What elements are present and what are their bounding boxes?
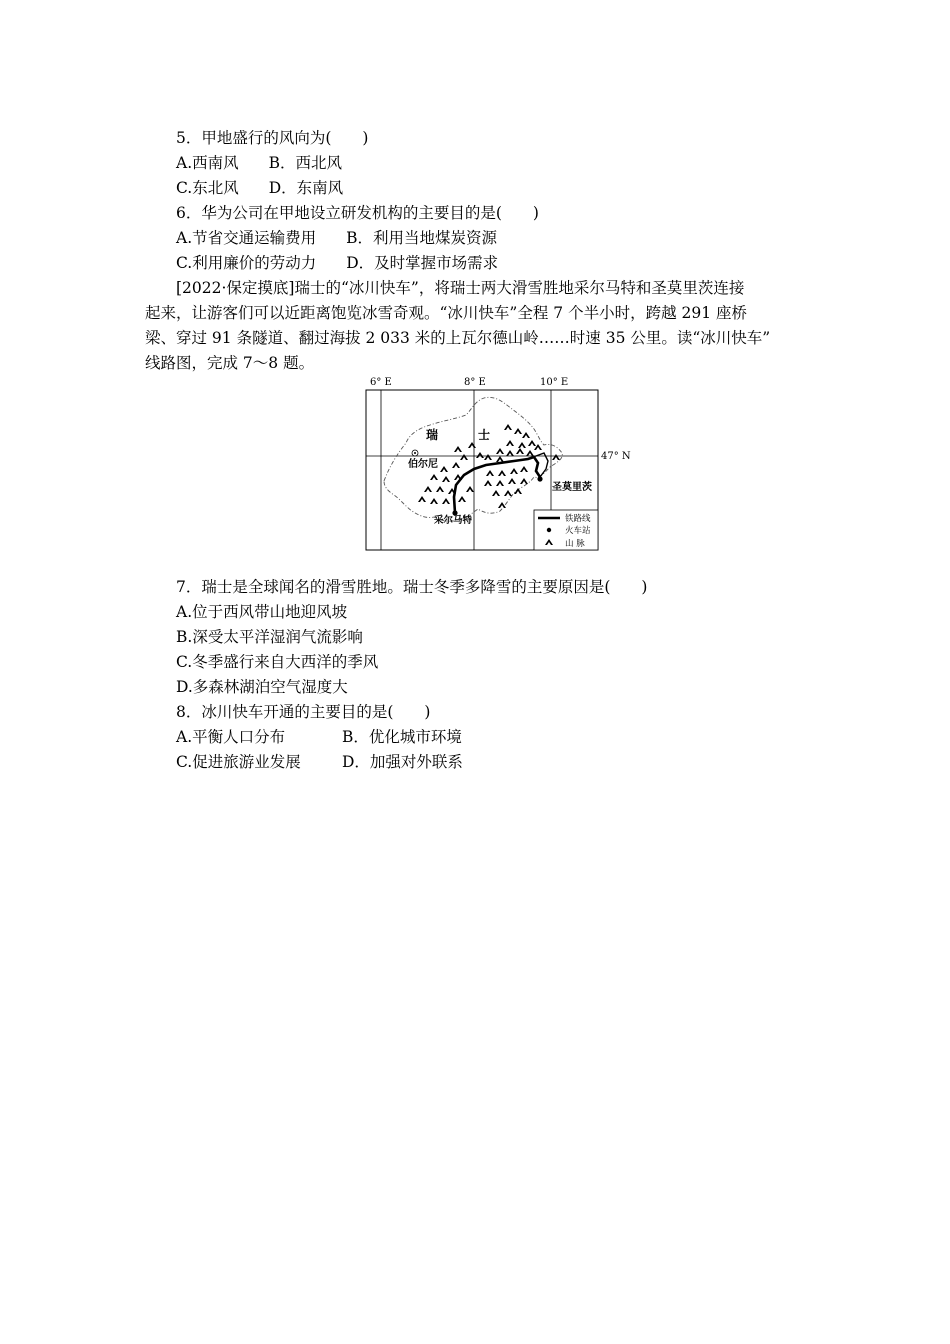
q7-stem: 7．瑞士是全球闻名的滑雪胜地。瑞士冬季多降雪的主要原因是( )	[176, 578, 648, 596]
lat-47-label: 47° N	[601, 451, 631, 462]
legend-station-icon	[547, 528, 551, 532]
passage-line-1: [2022·保定摸底]瑞士的“冰川快车”，将瑞士两大滑雪胜地采尔马特和圣莫里茨连接	[176, 279, 745, 297]
lon-6-label: 6° E	[370, 377, 392, 388]
legend-railway-label: 铁路线	[565, 514, 591, 524]
q8-options-row1	[176, 727, 462, 747]
q7-option-a: A.位于西风带山地迎风坡	[176, 603, 348, 621]
q5-option-a: A.西南风	[176, 154, 239, 172]
q5-stem: 5．甲地盛行的风向为( )	[176, 129, 369, 147]
country-label-2: 士	[478, 428, 491, 442]
q5-options-row2	[176, 178, 343, 198]
q5-option-b: B．西北风	[268, 154, 343, 172]
q6-option-c: C.利用廉价的劳动力	[176, 254, 317, 272]
country-label-1: 瑞	[426, 428, 439, 442]
q7-option-b: B.深受太平洋湿润气流影响	[176, 628, 363, 646]
q6-options-row1	[176, 228, 497, 248]
legend-mountain-label: 山 脉	[565, 539, 585, 549]
q7-option-d: D.多森林湖泊空气湿度大	[176, 678, 348, 696]
q8-stem: 8．冰川快车开通的主要目的是( )	[176, 703, 431, 721]
passage-line-3: 梁、穿过 91 条隧道、翻过海拔 2 033 米的上瓦尔德山岭……时速 35 公里。读“冰川快车”	[145, 329, 771, 347]
q5-option-d: D．东南风	[268, 179, 344, 197]
lon-8-label: 8° E	[464, 377, 486, 388]
passage-line-2: 起来，让游客们可以近距离饱览冰雪奇观。“冰川快车”全程 7 个半小时，跨越 291 座桥	[145, 304, 748, 322]
q8-option-c: C.促进旅游业发展	[176, 753, 301, 771]
city-zermatt-label: 采尔马特	[434, 515, 473, 526]
q7-option-c: C.冬季盛行来自大西洋的季风	[176, 653, 379, 671]
q8-option-d: D．加强对外联系	[342, 753, 463, 771]
q8-option-b: B．优化城市环境	[342, 728, 462, 746]
q5-options-row1	[176, 153, 342, 173]
q5-option-c: C.东北风	[176, 179, 239, 197]
station-stmoritz-icon	[537, 476, 542, 481]
legend-station-label: 火车站	[565, 526, 591, 536]
city-bern-label: 伯尔尼	[408, 459, 438, 470]
city-stmoritz-label: 圣莫里茨	[552, 482, 592, 493]
q8-option-a: A.平衡人口分布	[176, 728, 286, 746]
q6-option-a: A.节省交通运输费用	[176, 229, 317, 247]
lon-10-label: 10° E	[540, 377, 569, 388]
glacier-express-map	[360, 373, 631, 555]
passage-line-4: 线路图，完成 7～8 题。	[145, 354, 315, 372]
q6-option-b: B．利用当地煤炭资源	[346, 229, 498, 247]
capital-dot-icon	[414, 452, 416, 454]
q8-options-row2	[176, 752, 463, 772]
q6-options-row2	[176, 253, 498, 273]
q6-option-d: D．及时掌握市场需求	[346, 254, 499, 272]
q6-stem: 6．华为公司在甲地设立研发机构的主要目的是( )	[176, 204, 539, 222]
